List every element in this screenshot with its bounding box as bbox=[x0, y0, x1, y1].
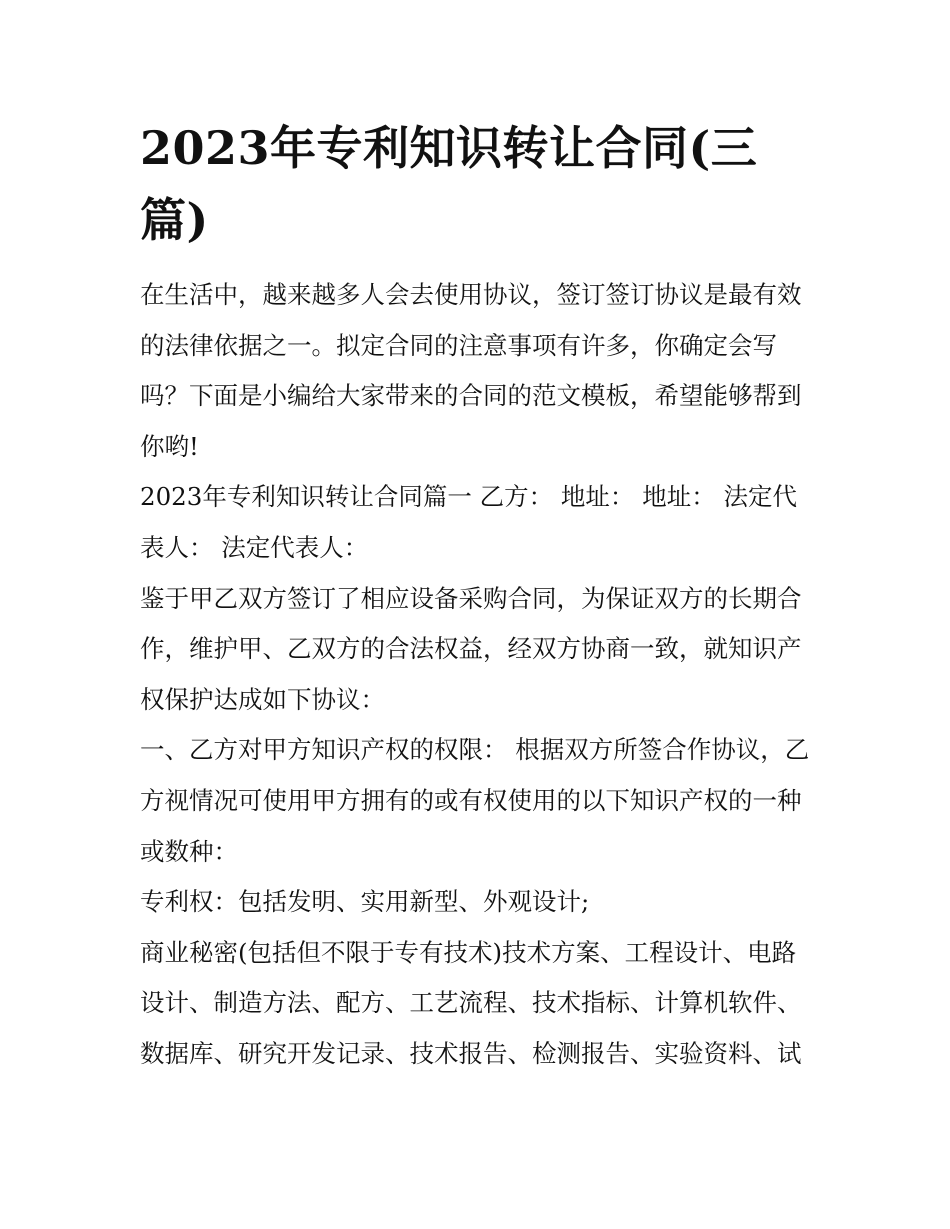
paragraph-trade-secret: 商业秘密(包括但不限于专有技术)技术方案、工程设计、电路设计、制造方法、配方、工艺流程、技术指标、计算机软件、数据库、研究开发记录、技术报告、检测报告、实验资料、试 bbox=[140, 937, 802, 1068]
paragraph-recital: 鉴于甲乙双方签订了相应设备采购合同，为保证双方的长期合作，维护甲、乙双方的合法权益，经双方协商一致，就知识产权保护达成如下协议： bbox=[140, 583, 802, 714]
paragraph-intro: 在生活中，越来越多人会去使用协议，签订签订协议是最有效的法律依据之一。拟定合同的注意事项有许多，你确定会写吗？下面是小编给大家带来的合同的范文模板，希望能够帮到你哟! bbox=[140, 280, 802, 461]
paragraph-clause-one: 一、乙方对甲方知识产权的权限： 根据双方所签合作协议，乙方视情况可使用甲方拥有的或有权使用的以下知识产权的一种或数种： bbox=[140, 735, 810, 866]
paragraph-patent-right: 专利权：包括发明、实用新型、外观设计; bbox=[140, 887, 590, 917]
document-title: 2023年专利知识转让合同(三篇) bbox=[140, 121, 758, 247]
document-content bbox=[140, 112, 820, 1080]
paragraph-parties: 2023年专利知识转让合同篇一 乙方： 地址： 地址： 法定代表人： 法定代表人： bbox=[140, 482, 797, 562]
document-body bbox=[140, 270, 820, 1080]
